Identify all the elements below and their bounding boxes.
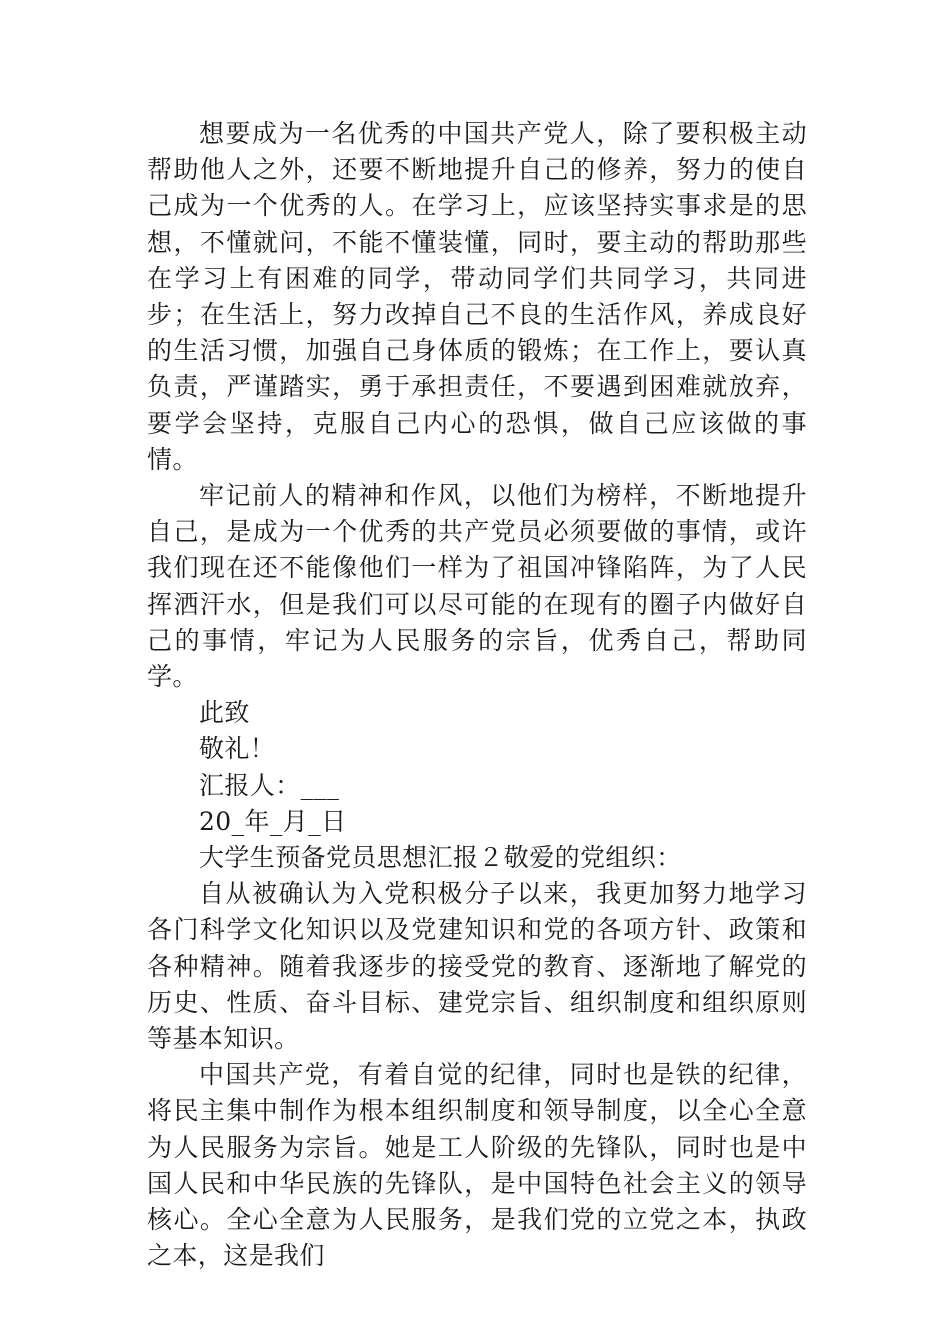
body-paragraph-1: 想要成为一名优秀的中国共产党人，除了要积极主动帮助他人之外，还要不断地提升自己的修养，努力的使自己成为一个优秀的人。在学习上，应该坚持实事求是的思想，不懂就问，不能不懂装懂，同时，要主动的帮助那些在学习上有困难的同学，带动同学们共同学习，共同进步；在生活上，努力改掉自己不良的生活作风，养成良好的生活习惯，加强自己身体质的锻炼；在工作上，要认真负责，严谨踏实，勇于承担责任，不要遇到困难就放弃，要学会坚持，克服自己内心的恐惧，做自己应该做的事情。 — [147, 119, 807, 474]
second-report-paragraph-2: 中国共产党，有着自觉的纪律，同时也是铁的纪律，将民主集中制作为根本组织制度和领导制度，以全心全意为人民服务为宗旨。她是工人阶级的先锋队，同时也是中国人民和中华民族的先锋队，是中国特色社会主义的领导核心。全心全意为人民服务，是我们党的立党之本，执政之本，这是我们 — [147, 1060, 807, 1271]
closing-salutation: 此致 — [199, 698, 250, 728]
document-body — [147, 116, 807, 1275]
date-line: 20_年_月_日 — [199, 806, 347, 836]
reporter-line: 汇报人：___ — [199, 770, 340, 800]
closing-regards: 敬礼！ — [199, 734, 276, 764]
body-paragraph-2: 牢记前人的精神和作风，以他们为榜样，不断地提升自己，是成为一个优秀的共产党员必须要做的事情，或许我们现在还不能像他们一样为了祖国冲锋陷阵，为了人民挥洒汗水，但是我们可以尽可能的在现有的圈子内做好自己的事情，牢记为人民服务的宗旨，优秀自己，帮助同学。 — [147, 481, 807, 692]
second-report-paragraph-1: 自从被确认为入党积极分子以来，我更加努力地学习各门科学文化知识以及党建知识和党的各项方针、政策和各种精神。随着我逐步的接受党的教育、逐渐地了解党的历史、性质、奋斗目标、建党宗旨、组织制度和组织原则等基本知识。 — [147, 879, 807, 1054]
second-report-heading: 大学生预备党员思想汇报２敬爱的党组织： — [199, 843, 682, 873]
